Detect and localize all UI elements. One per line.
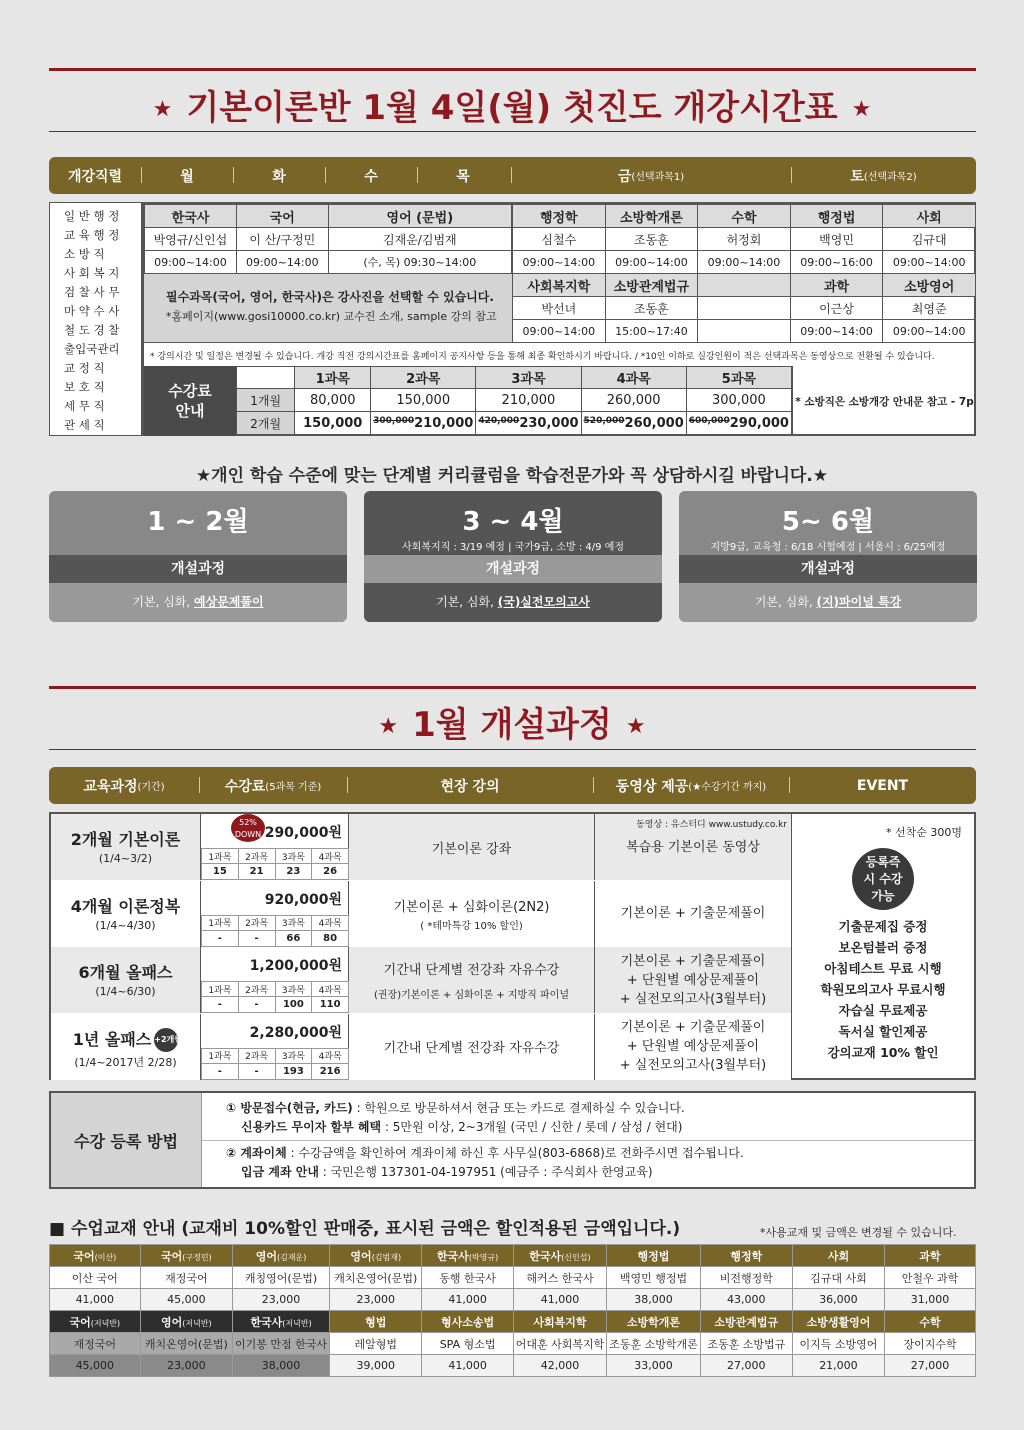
course-sub-col: 2과목: [238, 1048, 275, 1063]
course-sub-val: -: [202, 930, 239, 946]
job-item: 출입국관리: [64, 342, 120, 356]
phase-month: 3 ~ 4월: [462, 507, 564, 537]
book-price: 38,000: [233, 1355, 330, 1377]
book-name: 어대훈 사회복지학: [513, 1333, 607, 1355]
elective-prof: 심철수: [513, 228, 606, 251]
fee-value: [371, 412, 476, 435]
book-name: 비전행정학: [700, 1267, 792, 1289]
course-video-line: 기본이론 + 기출문제풀이: [620, 953, 766, 969]
phase-schedule: [49, 538, 347, 554]
book-price: 23,000: [140, 1355, 232, 1377]
elective-subj: [698, 274, 791, 297]
elective-time: 09:00~14:00: [883, 251, 976, 274]
course-sub-val: 110: [312, 997, 349, 1013]
event-item: 강의교재 10% 할인: [827, 1045, 939, 1060]
phase-card: [364, 491, 662, 622]
course-video-line: + 단원별 예상문제풀이: [626, 1039, 760, 1054]
course-sub-col: 3과목: [275, 849, 312, 864]
fee-value: 300,000: [686, 389, 791, 412]
book-name: 캐칭영어(문법): [233, 1267, 330, 1289]
course-price: 1,200,000원: [249, 958, 342, 974]
registration-label: 수강 등록 방법: [51, 1093, 201, 1187]
schedule-grid: [142, 202, 976, 436]
book-price: 45,000: [50, 1355, 141, 1377]
book-name: 이지득 소방영어: [792, 1333, 884, 1355]
event-item: 기출문제집 증정: [838, 919, 928, 934]
header-thu: 목: [456, 168, 470, 185]
elective-time: 09:00~14:00: [513, 251, 606, 274]
fee-month: 1개월: [237, 389, 295, 412]
book-subject: 영어(김범재): [330, 1245, 422, 1267]
elective-subj: 행정학: [513, 205, 606, 228]
fee-col: 3과목: [476, 367, 581, 389]
fee-old-price: 520,000: [583, 415, 625, 426]
elective-prof: 이근상: [790, 297, 883, 320]
books-note: *사용교재 및 금액은 변경될 수 있습니다.: [760, 1226, 957, 1239]
fee-month: 2개월: [237, 412, 295, 435]
fee-col: 4과목: [581, 367, 686, 389]
book-name: 캐치온영어(문법): [330, 1267, 422, 1289]
books-table: [49, 1244, 976, 1377]
course-sub-val: -: [238, 997, 275, 1013]
book-price: 39,000: [330, 1355, 422, 1377]
job-item: 관 세 직: [64, 418, 105, 432]
course-sub-col: 3과목: [275, 915, 312, 930]
fee-value: 80,000: [295, 389, 371, 412]
book-subject: 형사소송법: [422, 1311, 513, 1333]
course-row: [51, 814, 791, 880]
course-name: 1년 올패스: [72, 1029, 152, 1049]
job-item: 교 정 직: [64, 361, 105, 375]
course-sub-col: 3과목: [275, 1048, 312, 1063]
fee-label: 수강료 안내: [144, 366, 236, 436]
video-provider: 동영상 : 유스터디 www.ustudy.co.kr: [636, 820, 787, 830]
core-subj: 국어: [236, 205, 328, 228]
event-item: 독서실 할인제공: [838, 1024, 928, 1039]
book-name: 캐치온영어(문법): [140, 1333, 232, 1355]
core-prof: 이 산/구정민: [236, 228, 328, 251]
section-title-courses: ★ 1월 개설과정 ★: [378, 705, 646, 745]
course-sub-col: 1과목: [202, 915, 239, 930]
elective-subj: 소방학개론: [605, 205, 698, 228]
fee-value: 260,000: [581, 389, 686, 412]
book-subject: 소방관계법규: [700, 1311, 792, 1333]
book-subject: 소방학개론: [607, 1311, 701, 1333]
course-sub-val: 21: [238, 864, 275, 880]
course-live-note: ( *테마특강 10% 할인): [420, 920, 523, 932]
course-sub-col: 4과목: [312, 915, 349, 930]
course-sub-val: 80: [312, 930, 349, 946]
elective-prof: 최영준: [883, 297, 976, 320]
book-name: 재정국어: [140, 1267, 232, 1289]
course-video-line: + 단원별 예상문제풀이: [626, 972, 760, 988]
core-time: 09:00~14:00: [236, 251, 328, 274]
book-subject: 사회: [792, 1245, 884, 1267]
course-sub-col: 4과목: [312, 849, 349, 864]
fee-value: [476, 412, 581, 435]
job-item: 소 방 직: [64, 247, 105, 261]
fee-note: * 소방직은 소방개강 안내문 참고 - 7p: [792, 366, 976, 436]
phase-schedule: 지방9급, 교육청 : 6/18 시험예정 | 서울시 : 6/25예정: [710, 542, 946, 553]
course-price: 290,000원: [264, 825, 342, 841]
event-panel: [791, 814, 974, 1078]
section-title-schedule: ★ 기본이론반 1월 4일(월) 첫진도 개강시간표 ★: [152, 88, 872, 128]
core-note: 필수과목(국어, 영어, 한국사)은 강사진을 선택할 수 있습니다. *홈페이지(www.gosi10000.co.kr) 교수진 소개, sample 강의 참고: [144, 273, 512, 342]
elective-prof: 김규대: [883, 228, 976, 251]
phase-label: 개설과정: [49, 555, 347, 583]
elective-subj: 사회복지학: [513, 274, 606, 297]
header-mon: 월: [180, 168, 194, 185]
phase-label: 개설과정: [679, 555, 977, 583]
elective-subj: 소방관계법규: [605, 274, 698, 297]
course-sub-col: 3과목: [275, 982, 312, 997]
book-name: 재정국어: [50, 1333, 141, 1355]
books-title: ■ 수업교재 안내 (교재비 10%할인 판매중, 표시된 금액은 할인적용된 금액입니다.): [49, 1219, 681, 1239]
book-price: 21,000: [792, 1355, 884, 1377]
book-subject: 과학: [885, 1245, 976, 1267]
course-table: [49, 812, 976, 1080]
book-name: 해커스 한국사: [513, 1267, 607, 1289]
elective-subj: 행정법: [790, 205, 883, 228]
course-name: 2개월 기본이론: [70, 830, 181, 849]
book-subject: 행정학: [700, 1245, 792, 1267]
book-subject: 영어(김재운): [233, 1245, 330, 1267]
course-live: 기간내 단계별 전강좌 자유수강: [383, 963, 560, 978]
book-name: 레알형법: [330, 1333, 422, 1355]
event-item: 학원모의고사 무료시행: [820, 982, 946, 997]
job-item: 교 육 행 정: [64, 228, 120, 242]
book-price: 27,000: [700, 1355, 792, 1377]
elective-time: 09:00~16:00: [790, 251, 883, 274]
elective-prof: 조동훈: [605, 297, 698, 320]
header-tue: 화: [272, 168, 286, 185]
schedule-header-bar: [49, 157, 976, 194]
book-subject: 소방생활영어: [792, 1311, 884, 1333]
course-sub-col: 2과목: [238, 849, 275, 864]
book-name: SPA 형소법: [422, 1333, 513, 1355]
book-name: 이기봉 만점 한국사: [233, 1333, 330, 1355]
fee-new-price: 210,000: [414, 415, 474, 431]
book-name: 이산 국어: [50, 1267, 141, 1289]
bonus-badge: +2개월: [154, 1028, 178, 1052]
book-price: 27,000: [885, 1355, 976, 1377]
course-sub-col: 1과목: [202, 1048, 239, 1063]
fee-col: 1과목: [295, 367, 371, 389]
header-video: 동영상 제공 (★수강기간 까지): [615, 778, 767, 795]
course-sub-val: 216: [312, 1063, 349, 1079]
course-sub-val: -: [238, 1063, 275, 1079]
book-price: 36,000: [792, 1289, 884, 1311]
book-subject: 한국사(신인섭): [513, 1245, 607, 1267]
job-item: 사 회 복 지: [64, 266, 120, 280]
book-price: 45,000: [140, 1289, 232, 1311]
course-period: (1/4~4/30): [95, 918, 156, 932]
header-fee: 수강료 (5과목 기준): [224, 778, 322, 795]
job-list: [49, 202, 142, 436]
course-video-line: + 실전모의고사(3월부터): [619, 1058, 767, 1073]
course-sub-val: 26: [312, 864, 349, 880]
book-name: 조동훈 소방학개론: [607, 1333, 701, 1355]
fee-new-price: 260,000: [624, 415, 684, 431]
book-name: 동행 한국사: [422, 1267, 513, 1289]
course-price: 2,280,000원: [249, 1024, 342, 1041]
event-badge: 등록즉시 수강가능: [852, 848, 914, 910]
elective-subj: 사회: [883, 205, 976, 228]
book-subject: 사회복지학: [513, 1311, 607, 1333]
course-video-line: 복습용 기본이론 동영상: [626, 839, 760, 855]
phase-month: 1 ~ 2월: [147, 507, 249, 537]
elective-time: 09:00~14:00: [605, 251, 698, 274]
book-subject: 국어(구정민): [140, 1245, 232, 1267]
job-item: 마 약 수 사: [64, 304, 120, 318]
book-price: 23,000: [330, 1289, 422, 1311]
course-live: 기간내 단계별 전강좌 자유수강: [383, 1041, 560, 1056]
elective-subj: 과학: [790, 274, 883, 297]
phase-card: [49, 491, 347, 622]
phase-month: 5~ 6월: [781, 507, 875, 537]
curriculum-heading: ★개인 학습 수준에 맞는 단계별 커리큘럼을 학습전문가와 꼭 상담하시길 바랍니다.★: [195, 466, 829, 486]
header-fri: 금 (선택과목1): [617, 168, 685, 185]
course-video-line: + 실전모의고사(3월부터): [619, 991, 767, 1007]
course-sub-col: 2과목: [238, 915, 275, 930]
phase-card: [679, 491, 977, 622]
elective-time: 09:00~14:00: [513, 320, 606, 343]
course-sub-val: -: [202, 997, 239, 1013]
elective-time: 09:00~14:00: [698, 251, 791, 274]
course-name: 4개월 이론정복: [70, 896, 181, 916]
course-live: 기본이론 + 심화이론(2N2): [393, 899, 550, 915]
book-price: 43,000: [700, 1289, 792, 1311]
core-subj: 영어 (문법): [328, 205, 511, 228]
course-header-bar: [49, 767, 976, 804]
elective-prof: 박선녀: [513, 297, 606, 320]
course-sub-val: 193: [275, 1063, 312, 1079]
course-video-line: 기본이론 + 기출문제풀이: [620, 1020, 766, 1035]
fee-new-price: 290,000: [729, 415, 789, 431]
schedule-notice: * 강의시간 및 일정은 변경될 수 있습니다. 개강 직전 강의시간표를 홈페이지 공지사항 등을 통해 최종 확인하시기 바랍니다. / *10인 이하로 실강인원이 적은 선택과목은 동영상으로 전환될 수 있습니다.: [144, 342, 976, 366]
course-period: (1/4~2017년 2/28): [74, 1056, 177, 1069]
header-event: EVENT: [856, 777, 909, 794]
book-price: 41,000: [422, 1355, 513, 1377]
book-name: 조동훈 소방법규: [700, 1333, 792, 1355]
course-live: 기본이론 강좌: [431, 841, 512, 857]
fee-old-price: 300,000: [373, 415, 415, 426]
core-subj: 한국사: [145, 205, 237, 228]
fee-value: [686, 412, 791, 435]
course-price: 920,000원: [264, 891, 342, 908]
fee-value: [295, 412, 371, 435]
book-price: 31,000: [885, 1289, 976, 1311]
event-item: 아침테스트 무료 시행: [824, 961, 942, 976]
registration-box: [49, 1091, 976, 1189]
header-sat: 토 (선택과목2): [850, 168, 917, 185]
fee-old-price: 600,000: [688, 415, 730, 426]
elective-prof: 조동훈: [605, 228, 698, 251]
course-sub-val: 100: [275, 997, 312, 1013]
core-prof: 박영규/신인섭: [145, 228, 237, 251]
book-price: 41,000: [50, 1289, 141, 1311]
book-name: 백영민 행정법: [607, 1267, 701, 1289]
header-wed: 수: [364, 168, 378, 185]
course-period: (1/4~3/2): [98, 852, 153, 865]
elective-table: [512, 204, 976, 343]
book-price: 33,000: [607, 1355, 701, 1377]
core-time: (수, 목) 09:30~14:00: [328, 251, 511, 274]
fee-new-price: 230,000: [519, 415, 579, 431]
elective-subj: 소방영어: [883, 274, 976, 297]
job-item: 세 무 직: [64, 399, 105, 413]
book-name: 김규대 사회: [792, 1267, 884, 1289]
event-top: * 선착순 300명: [886, 826, 962, 839]
job-item: 검 찰 사 무: [64, 285, 120, 299]
event-item: 자습실 무료제공: [838, 1003, 928, 1018]
course-period: (1/4~6/30): [95, 985, 156, 998]
phase-schedule: 사회복지직 : 3/19 예정 | 국가9급, 소방 : 4/9 예정: [401, 542, 625, 553]
header-live: 현장 강의: [440, 778, 500, 795]
course-name: 6개월 올패스: [78, 963, 173, 982]
fee-table: [236, 366, 792, 435]
elective-subj: 수학: [698, 205, 791, 228]
course-sub-val: -: [238, 930, 275, 946]
course-sub-col: 4과목: [312, 1048, 349, 1063]
core-prof: 김재운/김범재: [328, 228, 511, 251]
course-sub-col: 1과목: [202, 982, 239, 997]
book-subject: 형법: [330, 1311, 422, 1333]
fee-old-price: 420,000: [478, 415, 520, 426]
core-subjects-table: [144, 204, 512, 274]
book-name: 장이지수학: [885, 1333, 976, 1355]
job-item: 보 호 직: [64, 380, 105, 394]
course-sub-col: 1과목: [202, 849, 239, 864]
book-price: 41,000: [513, 1289, 607, 1311]
elective-time: 09:00~14:00: [790, 320, 883, 343]
elective-time: [698, 320, 791, 343]
elective-time: 09:00~14:00: [883, 320, 976, 343]
phase-desc: 기본, 심화, 예상문제풀이: [49, 583, 347, 622]
course-video-line: 기본이론 + 기출문제풀이: [620, 906, 766, 921]
book-subject: 국어(저녁반): [50, 1311, 141, 1333]
job-item: 일 반 행 정: [64, 209, 120, 223]
fee-value: 210,000: [476, 389, 581, 412]
book-name: 안철우 과학: [885, 1267, 976, 1289]
course-sub-val: 23: [275, 864, 312, 880]
elective-time: 15:00~17:40: [605, 320, 698, 343]
elective-prof: 백영민: [790, 228, 883, 251]
course-row: [51, 1014, 791, 1080]
header-job: 개강직렬: [67, 168, 123, 185]
registration-methods: ① 방문접수(현금, 카드) : 학원으로 방문하셔서 현금 또는 카드로 결제하실 수 있습니다. 신용카드 무이자 할부 혜택 : 5만원 이상, 2~3개월 (국민 / 신한 / 롯데 / 삼성 / 현대) ② 계좌이체 : 수강금액을 확인하여 계좌이체 하신 후 사무실(803-6868)로 전화주시면 접수됩니다. 입금 계좌 안내 : 국민은행 137301-04-197951 (예금주 : 주식회사 한영교육): [201, 1093, 974, 1187]
course-row: [51, 947, 791, 1013]
course-sub-val: -: [202, 1063, 239, 1079]
fee-col: 2과목: [371, 367, 476, 389]
phase-label: 개설과정: [364, 555, 662, 583]
fee-new-price: 150,000: [303, 415, 363, 431]
phase-desc: 기본, 심화, (지)파이널 특강: [679, 583, 977, 622]
book-price: 41,000: [422, 1289, 513, 1311]
event-item: 보온텀블러 증정: [838, 940, 928, 955]
book-subject: 한국사(박영규): [422, 1245, 513, 1267]
book-subject: 영어(저녁반): [140, 1311, 232, 1333]
course-live-note: (권장)기본이론 + 심화이론 + 지방직 파이널: [373, 990, 569, 1001]
discount-badge: 52% DOWN: [231, 814, 265, 842]
fee-value: 150,000: [371, 389, 476, 412]
header-course: 교육과정 (기간): [83, 778, 165, 795]
job-item: 철 도 경 찰: [64, 323, 120, 337]
course-row: [51, 881, 791, 947]
book-price: 38,000: [607, 1289, 701, 1311]
course-sub-val: 15: [202, 864, 239, 880]
book-subject: 행정법: [607, 1245, 701, 1267]
elective-prof: 허정회: [698, 228, 791, 251]
book-subject: 국어(이산): [50, 1245, 141, 1267]
fee-value: [581, 412, 686, 435]
course-sub-col: 4과목: [312, 982, 349, 997]
book-subject: 수학: [885, 1311, 976, 1333]
course-sub-col: 2과목: [238, 982, 275, 997]
core-time: 09:00~14:00: [145, 251, 237, 274]
elective-prof: [698, 297, 791, 320]
book-price: 23,000: [233, 1289, 330, 1311]
book-price: 42,000: [513, 1355, 607, 1377]
fee-col: 5과목: [686, 367, 791, 389]
course-sub-val: 66: [275, 930, 312, 946]
book-subject: 한국사(저녁반): [233, 1311, 330, 1333]
phase-desc: 기본, 심화, (국)실전모의고사: [364, 583, 662, 622]
